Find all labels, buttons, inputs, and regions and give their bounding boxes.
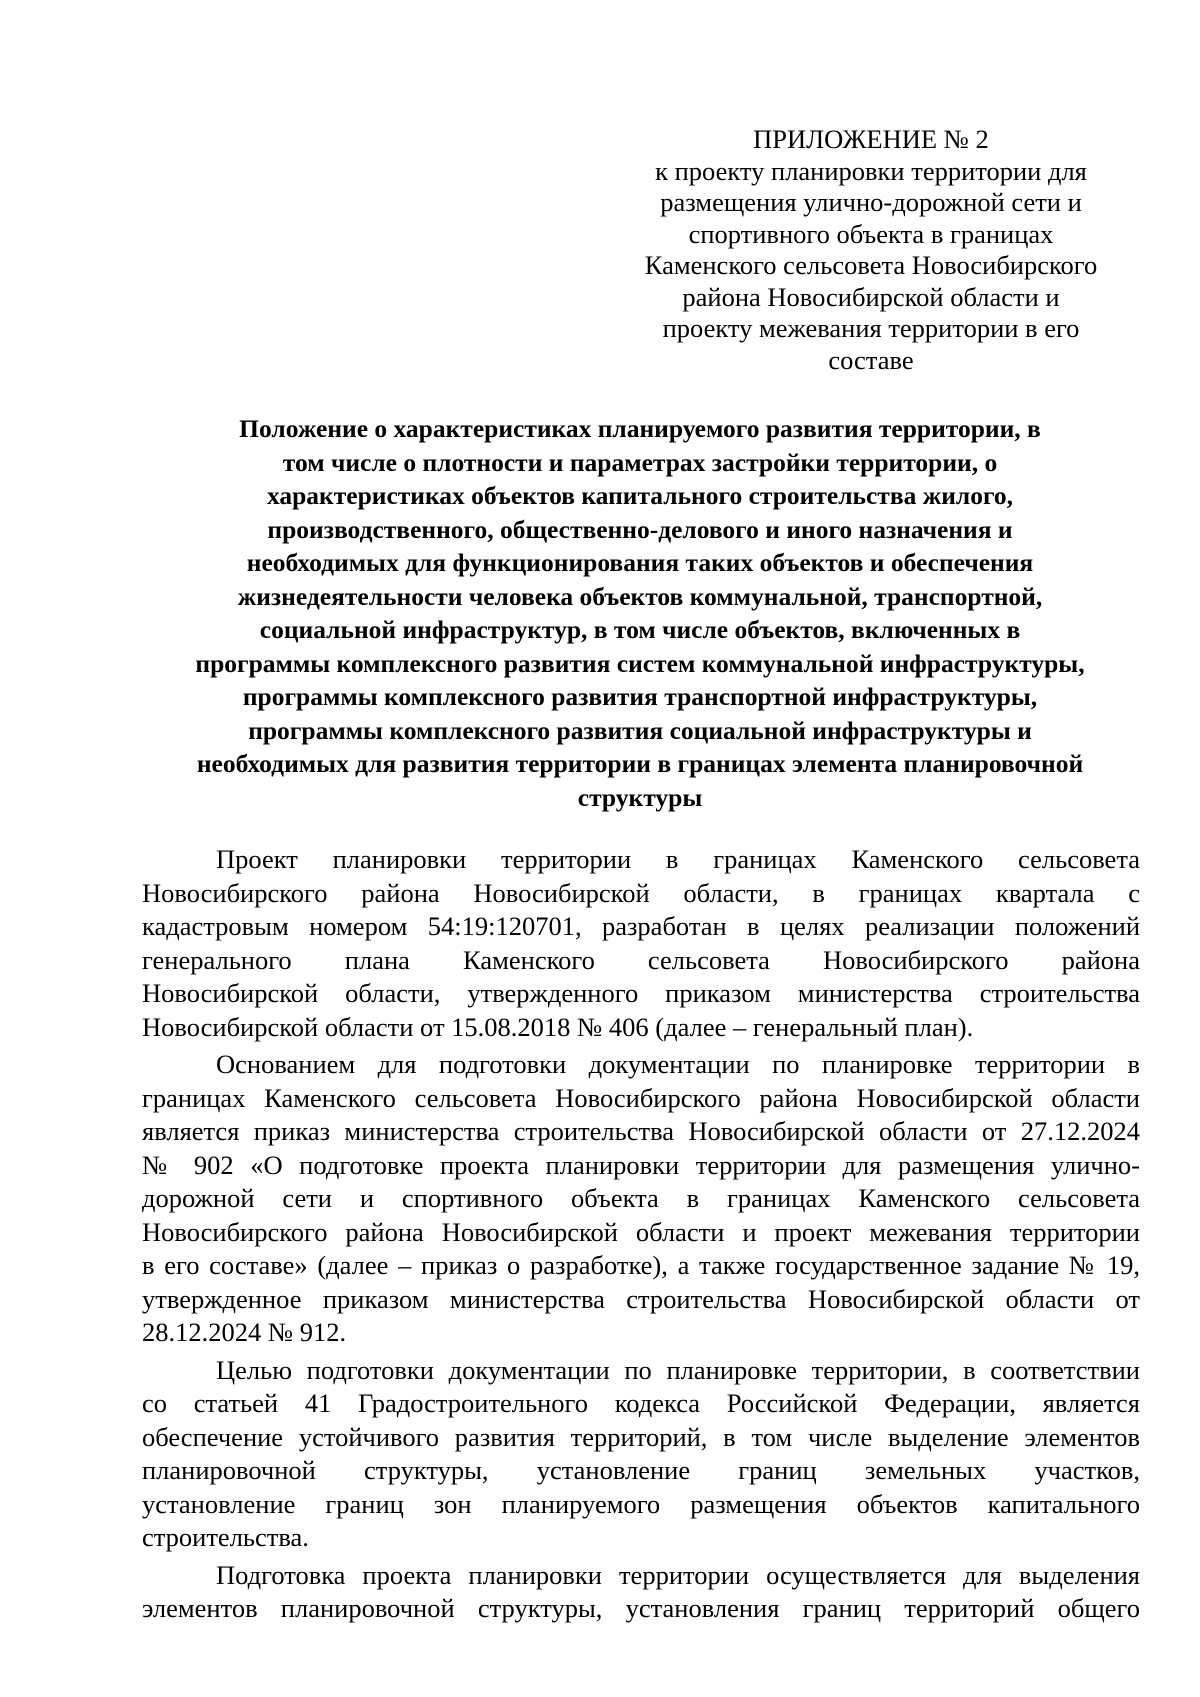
heading-line: социальной инфраструктур, в том числе объектов, включенных в [259, 615, 1021, 644]
text-line: со статьей 41 Градостроительного кодекса Российской Федерации, является [142, 1388, 1140, 1418]
heading-line: программы комплексного развития транспортной инфраструктуры, [242, 682, 1038, 711]
appendix-line: размещения улично-дорожной сети и [660, 187, 1082, 217]
text-line: установление границ зон планируемого размещения объектов капитального [142, 1488, 1140, 1519]
text-line: Основанием для подготовки документации по планировке территории в [216, 1049, 1140, 1079]
text-line: Новосибирской области, утвержденного приказом министерства строительства [142, 978, 1140, 1008]
text-line: кадастровым номером 54:19:120701, разработан в целях реализации положений [142, 911, 1140, 941]
heading-line: программы комплексного развития систем коммунальной инфраструктуры, [195, 648, 1085, 678]
appendix-line: проекту межевания территории в его [662, 313, 1080, 343]
text-line: 28.12.2024 № 912. [142, 1317, 347, 1347]
text-line: генерального плана Каменского сельсовета Новосибирского района [142, 944, 1140, 975]
document-body [142, 843, 1140, 1626]
appendix-line: к проекту планировки территории для [655, 155, 1087, 186]
heading-line: необходимых для функционирования таких объектов и обеспечения [246, 548, 1034, 577]
document-heading [140, 412, 1140, 814]
appendix-line: составе [828, 344, 914, 375]
text-line: Новосибирского района Новосибирской области и проект межевания территории [142, 1216, 1140, 1247]
text-line: в его составе» (далее – приказ о разработке), а также государственное задание № 19, [142, 1250, 1140, 1280]
text-line: планировочной структуры, установление границ земельных участков, [142, 1455, 1140, 1485]
paragraph [142, 1559, 1140, 1626]
text-line: утвержденное приказом министерства строительства Новосибирской области от [142, 1283, 1140, 1314]
heading-line: Положение о характеристиках планируемого развития территории, в [239, 414, 1041, 443]
heading-line: структуры [577, 782, 703, 812]
appendix-line: района Новосибирской области и [682, 281, 1060, 312]
text-line: является приказ министерства строительства Новосибирской области от 27.12.2024 [142, 1116, 1140, 1146]
text-line: элементов планировочной структуры, установления границ территорий общего [142, 1593, 1140, 1623]
text-line: Целью подготовки документации по планировке территории, в соответствии [216, 1354, 1140, 1385]
text-line: Подготовка проекта планировки территории осуществляется для выделения [216, 1559, 1140, 1590]
appendix-line: Каменского сельсовета Новосибирского [644, 250, 1098, 280]
appendix-title: ПРИЛОЖЕНИЕ № 2 [753, 124, 989, 154]
heading-line: характеристиках объектов капитального строительства жилого, [266, 481, 1014, 510]
text-line: обеспечение устойчивого развития территорий, в том числе выделение элементов [142, 1421, 1140, 1452]
text-line: границах Каменского сельсовета Новосибирского района Новосибирской области [142, 1082, 1140, 1113]
paragraph [142, 1354, 1140, 1555]
paragraph [142, 843, 1140, 1044]
heading-line: производственного, общественно-делового и иного назначения и [267, 514, 1013, 544]
paragraph [142, 1048, 1140, 1350]
text-line: Новосибирского района Новосибирской области, в границах квартала с [142, 877, 1140, 908]
heading-line: том числе о плотности и параметрах застройки территории, о [282, 447, 998, 477]
text-line: дорожной сети и спортивного объекта в границах Каменского сельсовета [142, 1183, 1140, 1213]
heading-line: жизнедеятельности человека объектов коммунальной, транспортной, [237, 581, 1043, 611]
appendix-block [630, 124, 1112, 376]
text-line: № 902 «О подготовке проекта планировки территории для размещения улично- [142, 1149, 1140, 1180]
text-line: строительства. [142, 1522, 309, 1552]
text-line: Проект планировки территории в границах Каменского сельсовета [216, 844, 1140, 874]
text-line: Новосибирской области от 15.08.2018 № 406 (далее – генеральный план). [142, 1011, 974, 1042]
appendix-line: спортивного объекта в границах [688, 218, 1054, 249]
heading-line: необходимых для развития территории в границах элемента планировочной [196, 749, 1084, 778]
heading-line: программы комплексного развития социальной инфраструктуры и [248, 715, 1032, 745]
